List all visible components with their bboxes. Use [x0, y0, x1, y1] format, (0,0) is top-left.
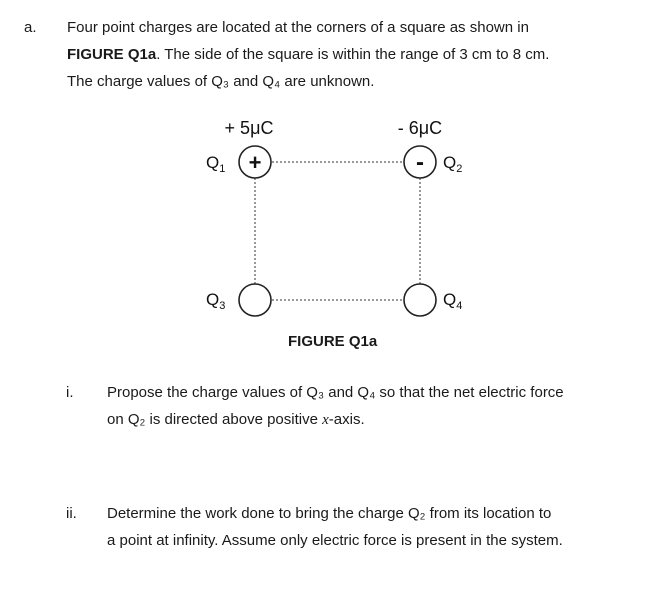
intro-line-2-rest: . The side of the square is within the range of 3 cm to 8 cm. [156, 46, 550, 63]
part-ii-text [107, 500, 627, 554]
figure-reference: FIGURE Q1a [67, 46, 157, 63]
part-i-line-1: Propose the charge values of Q₃ and Q₄ so that the net electric force [107, 384, 564, 401]
part-i-line-2: on Q₂ is directed above positive x-axis. [107, 411, 365, 428]
charge-q1-label: $Q_1$ [206, 153, 226, 175]
charge-q4-circle [404, 284, 436, 316]
question-marker: a. [24, 19, 37, 36]
charge-q4-label: $Q_4$ [443, 290, 463, 312]
charge-q2-value: - 6μC [397, 118, 443, 138]
part-i-marker: i. [66, 384, 74, 401]
part-ii-marker: ii. [66, 505, 77, 522]
part-i-text [107, 379, 627, 434]
part-ii-line-1: Determine the work done to bring the charge Q₂ from its location to [107, 505, 552, 522]
figure-caption: FIGURE Q1a [288, 333, 378, 350]
charge-q3-label: $Q_3$ [206, 290, 226, 312]
intro-line-1: Four point charges are located at the corners of a square as shown in [67, 19, 529, 36]
intro-line-3: The charge values of Q₃ and Q₄ are unknown. [67, 73, 375, 90]
minus-sign-icon: - [416, 149, 424, 176]
plus-sign-icon: + [248, 150, 262, 175]
charge-q1-value: + 5μC [224, 118, 274, 138]
charge-q3-circle [239, 284, 271, 316]
charge-q2-label: $Q_2$ [443, 153, 463, 175]
part-ii-line-2: a point at infinity. Assume only electric force is present in the system. [107, 532, 563, 549]
